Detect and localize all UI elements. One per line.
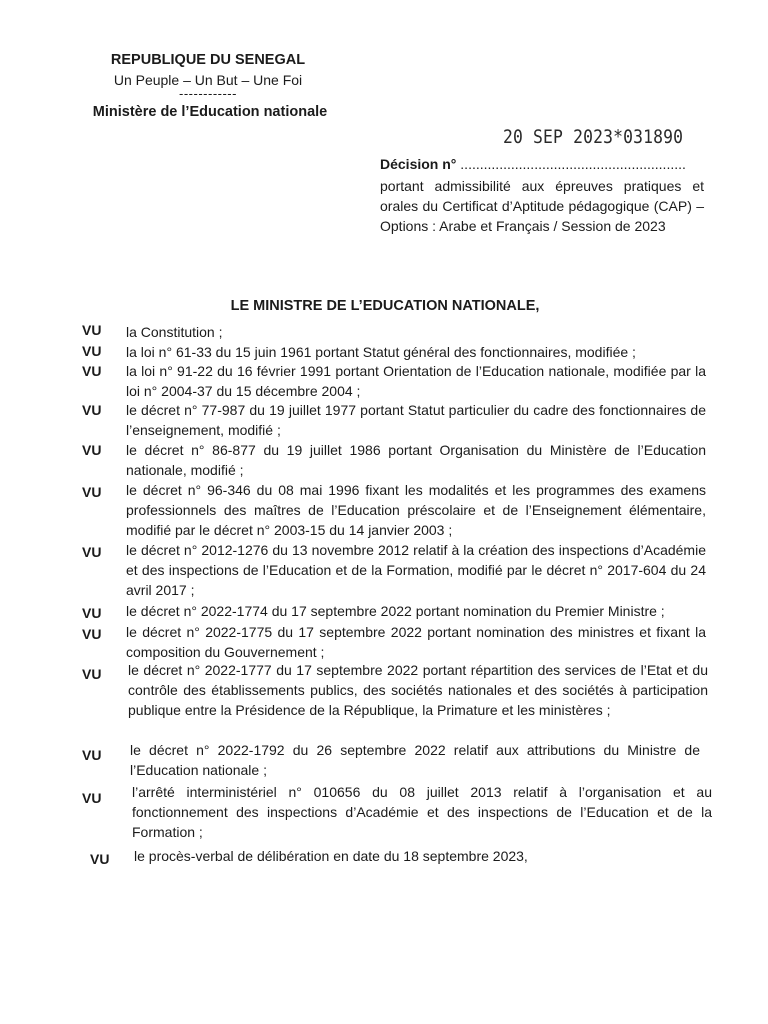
consideration-text: le décret n° 2022-1774 du 17 septembre 2022 portant nomination du Premier Ministre ; bbox=[126, 603, 665, 619]
vu-label: VU bbox=[82, 363, 102, 379]
ministry-name: Ministère de l’Education nationale bbox=[92, 104, 328, 120]
header-separator: ------------ bbox=[179, 86, 237, 101]
national-motto: Un Peuple – Un But – Une Foi bbox=[113, 72, 303, 88]
vu-label: VU bbox=[82, 402, 102, 418]
vu-label: VU bbox=[82, 343, 102, 359]
consideration-text: le procès-verbal de délibération en date du 18 septembre 2023, bbox=[134, 848, 528, 864]
decision-subject: portant admissibilité aux épreuves pratiques et orales du Certificat d’Aptitude pédagogique (CAP) – Options : Arabe et Français / Session de 2023 bbox=[380, 178, 704, 234]
consideration-text: la loi n° 61-33 du 15 juin 1961 portant Statut général des fonctionnaires, modifiée ; bbox=[126, 344, 636, 360]
consideration-text: l’arrêté interministériel n° 010656 du 08 juillet 2013 relatif à l’organisation et au fonctionnement des inspections d’Académie et des inspections de l’Education et de la Formation ; bbox=[132, 784, 712, 840]
consideration-text: la Constitution ; bbox=[126, 324, 223, 340]
vu-label: VU bbox=[82, 747, 102, 763]
vu-label: VU bbox=[82, 790, 102, 806]
vu-label: VU bbox=[82, 626, 102, 642]
consideration-text: le décret n° 2012-1276 du 13 novembre 2012 relatif à la création des inspections d’Académie et des inspections de l’Education et de la Formation, modifié par le décret n° 2017-604 du 24 avril 2017 ; bbox=[126, 542, 706, 598]
vu-label: VU bbox=[82, 544, 102, 560]
vu-label: VU bbox=[82, 605, 102, 621]
consideration-text: le décret n° 2022-1775 du 17 septembre 2022 portant nomination des ministres et fixant la composition du Gouvernement ; bbox=[126, 624, 706, 660]
country-name: REPUBLIQUE DU SENEGAL bbox=[110, 52, 306, 68]
consideration-text: le décret n° 2022-1792 du 26 septembre 2022 relatif aux attributions du Ministre de l’Education nationale ; bbox=[130, 742, 700, 778]
consideration-text: la loi n° 91-22 du 16 février 1991 portant Orientation de l’Education nationale, modifiée par la loi n° 2004-37 du 15 décembre 2004 ; bbox=[126, 363, 706, 399]
registration-stamp: 20 SEP 2023*031890 bbox=[503, 126, 684, 148]
vu-label: VU bbox=[82, 442, 102, 458]
minister-heading: LE MINISTRE DE L’EDUCATION NATIONALE, bbox=[230, 298, 540, 314]
consideration-text: le décret n° 86-877 du 19 juillet 1986 portant Organisation du Ministère de l’Education nationale, modifié ; bbox=[126, 442, 706, 478]
decision-label: Décision n° bbox=[380, 156, 457, 172]
vu-label: VU bbox=[82, 666, 102, 682]
vu-label: VU bbox=[82, 484, 102, 500]
consideration-text: le décret n° 2022-1777 du 17 septembre 2022 portant répartition des services de l’Etat et du contrôle des établissements publics, des sociétés nationales et des sociétés à participation publique entre la Présidence de la République, la Primature et les ministères ; bbox=[128, 662, 708, 718]
vu-label: VU bbox=[90, 851, 110, 867]
decision-number-dots: .......................................................... bbox=[460, 156, 686, 172]
consideration-text: le décret n° 77-987 du 19 juillet 1977 portant Statut particulier du cadre des fonctionnaires de l’enseignement, modifié ; bbox=[126, 402, 706, 438]
consideration-text: le décret n° 96-346 du 08 mai 1996 fixant les modalités et les programmes des examens professionnels des maîtres de l’Education préscolaire et de l’Enseignement élémentaire, modifié par le décret n° 2003-15 du 14 janvier 2003 ; bbox=[126, 482, 706, 538]
vu-label: VU bbox=[82, 322, 102, 338]
decision-number-line bbox=[380, 156, 686, 172]
